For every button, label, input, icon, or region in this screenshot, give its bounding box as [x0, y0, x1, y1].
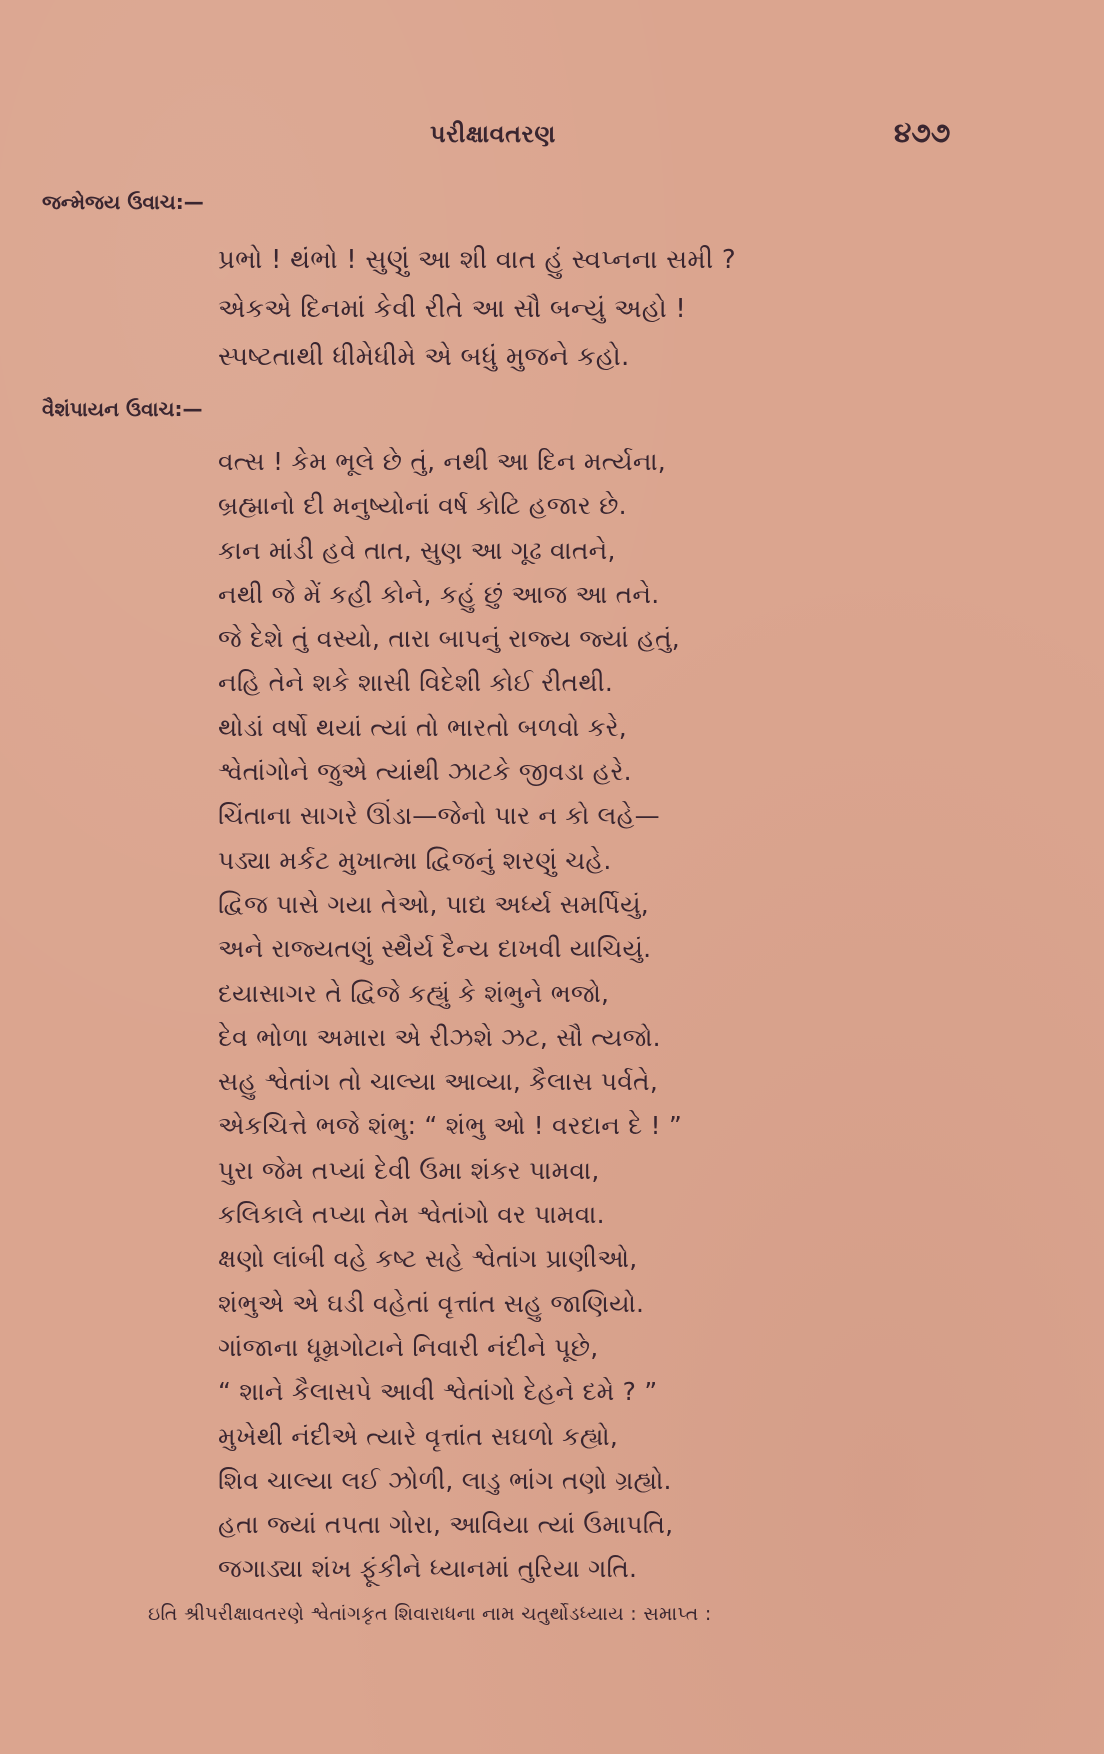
speaker-heading-janmejay: જન્મેજય ઉવાચ:— [42, 190, 204, 214]
verse-line: શંભુએ એ ઘડી વહેતાં વૃત્તાંત સહુ જાણિયો. [218, 1288, 645, 1318]
verse-line: થોડાં વર્ષો થયાં ત્યાં તો ભારતો બળવો કરે, [218, 712, 627, 742]
verse-line: શિવ ચાલ્યા લઈ ઝોળી, લાડુ ભાંગ તણો ગ્રહ્યો. [218, 1465, 672, 1495]
verse-line: ક્ષણો લાંબી વહે કષ્ટ સહે શ્વેતાંગ પ્રાણીઓ, [218, 1244, 638, 1274]
verse-line: વત્સ ! કેમ ભૂલે છે તું, નથી આ દિન મર્ત્યના, [218, 447, 666, 476]
verse-line: શ્વેતાંગોને જુએ ત્યાંથી ઝાટકે જીવડા હરે. [218, 757, 632, 787]
verse-line: પડ્યા મર્કટ મુખાત્મા દ્વિજનું શરણું ચહે. [218, 845, 612, 875]
verse-line: એકએ દિનમાં કેવી રીતે આ સૌ બન્યું અહો ! [218, 293, 686, 324]
verse-block-vaishampayan [218, 440, 1038, 1592]
verse-line: ચિંતાના સાગરે ઊંડા—જેનો પાર ન કો લહે— [218, 801, 660, 831]
verse-line: હતા જ્યાં તપતા ગોરા, આવિયા ત્યાં ઉમાપતિ, [218, 1510, 674, 1540]
chapter-colophon: ઇતિ શ્રીપરીક્ષાવતરણે શ્વેતાંગકૃત શિવારાધના નામ ચતુર્થોડધ્યાય : સમાપ્ત : [148, 1603, 712, 1625]
verse-line: નહિ તેને શકે શાસી વિદેશી કોઈ રીતથી. [218, 668, 614, 698]
verse-line: સ્પષ્ટતાથી ધીમેધીમે એ બધું મુજને કહો. [218, 342, 630, 372]
verse-line: દયાસાગર તે દ્વિજે કહ્યું કે શંભુને ભજો, [218, 978, 610, 1008]
page-number: ૪૭૭ [894, 116, 951, 149]
verse-line: સહુ શ્વેતાંગ તો ચાલ્યા આવ્યા, કૈલાસ પર્વતે, [218, 1067, 658, 1097]
verse-line: કલિકાલે તપ્યા તેમ શ્વેતાંગો વર પામવા. [218, 1200, 605, 1230]
verse-line: મુખેથી નંદીએ ત્યારે વૃત્તાંત સઘળો કહ્યો, [218, 1421, 619, 1451]
speaker-heading-vaishampayan: વૈશંપાયન ઉવાચ:— [42, 397, 203, 421]
verse-line: કાન માંડી હવે તાત, સુણ આ ગૂઢ વાતને, [218, 535, 616, 565]
verse-line: પુરા જેમ તપ્યાં દેવી ઉમા શંકર પામવા, [218, 1155, 600, 1185]
verse-line: જે દેશે તું વસ્યો, તારા બાપનું રાજ્ય જ્યાં હતું, [218, 624, 680, 654]
verse-block-janmejay [218, 238, 1038, 384]
verse-line: “ શાને કૈલાસપે આવી શ્વેતાંગો દેહને દમે ? ” [218, 1377, 658, 1407]
running-header-title: પરીક્ષાવતરણ [430, 120, 556, 148]
verse-line: બ્રહ્માનો દી મનુષ્યોનાં વર્ષ કોટિ હજાર છે. [218, 491, 627, 521]
verse-line: દ્વિજ પાસે ગયા તેઓ, પાદ્ય અર્ધ્ય સમર્પિયું, [218, 889, 649, 919]
verse-line: એકચિત્તે ભજે શંભુ: “ શંભુ ઓ ! વરદાન દે ! ” [218, 1111, 683, 1141]
verse-line: અને રાજ્યતણું સ્થૈર્ય દૈન્ય દાખવી યાચિયું. [218, 934, 652, 964]
verse-line: નથી જે મેં કહી કોને, કહું છું આજ આ તને. [218, 579, 660, 609]
verse-line: ગાંજાના ધૂમ્રગોટાને નિવારી નંદીને પૂછે, [218, 1332, 599, 1362]
verse-line: જગાડ્યા શંખ ફૂંકીને ધ્યાનમાં તુરિયા ગતિ. [218, 1554, 638, 1584]
verse-line: પ્રભો ! થંભો ! સુણું આ શી વાત હું સ્વપ્નના સમી ? [218, 245, 736, 275]
verse-line: દેવ ભોળા અમારા એ રીઝશે ઝટ, સૌ ત્યજો. [218, 1022, 661, 1052]
